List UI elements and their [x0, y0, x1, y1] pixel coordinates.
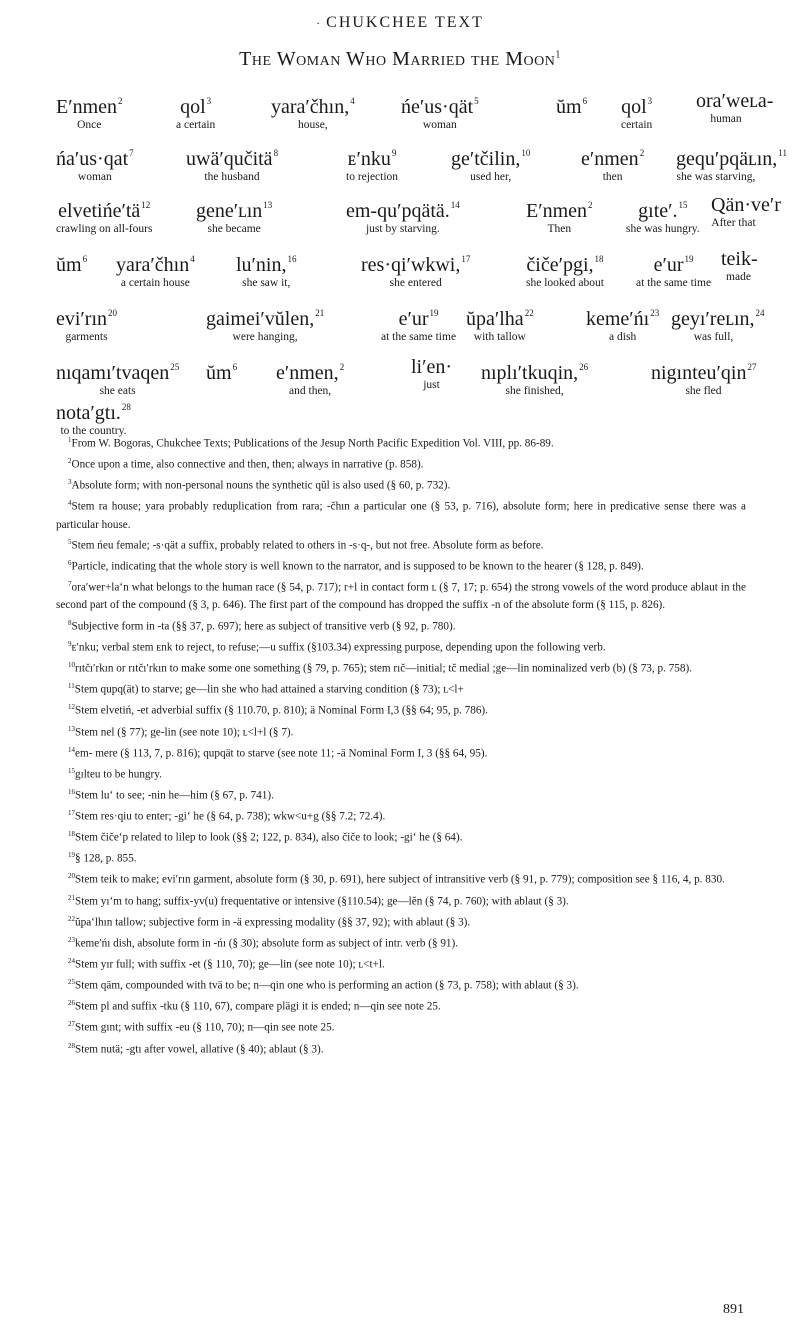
footnote-number: 5 — [68, 537, 72, 546]
chukchee-word-text: qol — [180, 96, 206, 118]
chukchee-word — [711, 194, 781, 216]
footnote-text: Stem čiče‘p related to lilep to look (§§ 2; 122, p. 834), also čiče to look; -gi‘ he (§ 64). — [75, 831, 463, 844]
chukchee-word-text: yara′čhın, — [271, 96, 350, 118]
footnote-ref: 20 — [108, 308, 118, 318]
footnote-ref: 19 — [684, 254, 694, 264]
footnote — [56, 432, 746, 453]
english-gloss: used her, — [470, 171, 512, 183]
footnote — [56, 555, 746, 576]
footnote — [56, 932, 746, 953]
footnote-text: Stem nutä; -gtı after vowel, allative (§ 40); ablaut (§ 3). — [75, 1043, 324, 1056]
footnote-ref: 9 — [391, 148, 397, 158]
footnote-ref: 14 — [450, 200, 460, 210]
page-number: 891 — [723, 1302, 744, 1317]
footnote-number: 10 — [68, 661, 75, 670]
word-cell — [451, 142, 530, 183]
word-cell — [56, 396, 131, 437]
footnote-number: 17 — [68, 809, 75, 818]
word-cell — [56, 142, 134, 183]
footnote-number: 25 — [68, 978, 75, 987]
chukchee-word — [271, 90, 355, 118]
footnote-ref: 15 — [678, 200, 688, 210]
footnote-text: Stem ra house; yara probably reduplication from rara; -čhın a particular one (§ 53, p. 716), absolute form; here in predicative sense there was a particular house. — [56, 501, 746, 531]
english-gloss: just by starving. — [365, 223, 440, 235]
english-gloss: a certain house — [120, 277, 190, 289]
footnote-ref: 21 — [315, 308, 325, 318]
footnote-ref: 12 — [141, 200, 151, 210]
footnote-number: 2 — [68, 457, 72, 466]
word-cell — [556, 90, 587, 118]
footnote-ref: 6 — [232, 362, 238, 372]
footnote-number: 7 — [68, 580, 72, 589]
footnote-text: Stem res·qiu to enter; -gi‘ he (§ 64, p. 738); wkw<u+g (§§ 7.2; 72.4). — [75, 810, 386, 823]
chukchee-word-text: res·qi′wkwi, — [361, 254, 461, 276]
running-header — [0, 14, 800, 32]
chukchee-word-text: geyı′reʟın, — [671, 308, 755, 330]
word-cell — [626, 194, 700, 235]
footnote-text: Stem yı‘m to hang; suffix-yv(u) frequentative or intensive (§110.54); ge—lĕn (§ 74, p. 760); with ablaut (§ 3). — [75, 895, 569, 908]
footnote — [56, 826, 746, 847]
chukchee-word-text: keme′ńı — [586, 308, 650, 330]
chukchee-word — [481, 356, 588, 384]
chukchee-word — [651, 356, 756, 384]
chukchee-word — [56, 142, 134, 170]
footnote-number: 20 — [68, 872, 75, 881]
english-gloss: a dish — [609, 331, 637, 343]
chukchee-word-text: elvetińe′tä — [58, 200, 141, 222]
chukchee-word-text: ŭm — [56, 254, 82, 276]
footnote — [56, 534, 746, 555]
word-cell — [466, 302, 534, 343]
english-gloss: woman — [422, 119, 457, 131]
footnote-number: 23 — [68, 935, 75, 944]
footnote-text: Stem nel (§ 77); ge-lin (see note 10); ʟ<l+l (§ 7). — [75, 726, 294, 739]
chukchee-word-text: li′en· — [411, 356, 453, 378]
footnote-ref: 2 — [639, 148, 645, 158]
footnote-ref: 27 — [747, 362, 757, 372]
chukchee-word — [636, 248, 711, 276]
chukchee-word — [401, 90, 479, 118]
word-cell — [621, 90, 652, 131]
footnote — [56, 615, 746, 636]
word-cell — [206, 302, 324, 343]
english-gloss: she finished, — [505, 385, 564, 397]
chukchee-word — [381, 302, 456, 330]
chukchee-word — [451, 142, 530, 170]
footnote-text: From W. Bogoras, Chukchee Texts; Publications of the Jesup North Pacific Expedition Vol. VIII, pp. 86-89. — [71, 437, 554, 450]
word-cell — [56, 90, 123, 131]
footnote-text: Once upon a time, also connective and then, then; always in narrative (p. 858). — [71, 458, 424, 471]
english-gloss: a certain — [176, 119, 216, 131]
english-gloss: the husband — [204, 171, 260, 183]
word-cell — [346, 142, 398, 183]
word-cell — [56, 194, 152, 235]
chukchee-word — [206, 356, 237, 384]
footnote — [56, 474, 746, 495]
word-cell — [271, 90, 355, 131]
footnote — [56, 636, 746, 657]
chukchee-word — [176, 90, 215, 118]
chukchee-word-text: gaimei′vŭlen, — [206, 308, 315, 330]
english-gloss: were hanging, — [232, 331, 298, 343]
english-gloss: at the same time — [636, 277, 712, 289]
footnote-text: Stem lu‘ to see; -nin he—him (§ 67, p. 741). — [75, 789, 274, 802]
footnote-number: 14 — [68, 745, 75, 754]
english-gloss: crawling on all-fours — [56, 223, 153, 235]
footnote-number: 9 — [68, 639, 72, 648]
footnote — [56, 953, 746, 974]
chukchee-word — [361, 248, 470, 276]
chukchee-word — [116, 248, 195, 276]
english-gloss: she eats — [99, 385, 136, 397]
chukchee-word-text: qol — [621, 96, 647, 118]
footnote — [56, 678, 746, 699]
english-gloss: she was starving, — [676, 171, 756, 183]
chukchee-word-text: ᴇ′nku — [347, 148, 391, 170]
footnote-number: 4 — [68, 499, 72, 508]
english-gloss: was full, — [693, 331, 734, 343]
word-cell — [481, 356, 588, 397]
chukchee-word-text: ńa′us·qat — [56, 148, 129, 170]
chukchee-word-text: ge′tčilin, — [451, 148, 521, 170]
chukchee-word — [721, 248, 756, 270]
chukchee-word — [581, 142, 644, 170]
chukchee-word-text: nıqamı′tvaqen — [56, 362, 170, 384]
chukchee-word — [56, 396, 131, 424]
footnote-ref: 8 — [273, 148, 279, 158]
chukchee-word — [196, 194, 272, 222]
footnote-number: 21 — [68, 893, 75, 902]
english-gloss: she looked about — [526, 277, 604, 289]
word-cell — [711, 194, 781, 229]
bullet-mark: · — [316, 16, 323, 30]
chukchee-word — [56, 248, 87, 276]
footnote-number: 18 — [68, 830, 75, 839]
chukchee-word — [56, 356, 179, 384]
chukchee-word — [586, 302, 659, 330]
word-cell — [721, 248, 756, 283]
chukchee-word-text: em-qu′pqätä. — [346, 200, 450, 222]
chukchee-word-text: ŭpa′lha — [466, 308, 524, 330]
footnote-text: Stem teik to make; evi′rın garment, absolute form (§ 30, p. 691), here subject of intransitive verb (§ 91, p. 779); composition see § 116, 4, p. 830. — [75, 874, 725, 887]
english-gloss: just — [423, 379, 440, 391]
footnote-ref: 24 — [755, 308, 765, 318]
footnote — [56, 847, 746, 868]
chukchee-word-text: e′nmen — [581, 148, 639, 170]
footnote-text: em- mere (§ 113, 7, p. 816); qupqät to starve (see note 11; -ä Nominal Form I, 3 (§§ 64, 95). — [75, 747, 488, 760]
footnote-ref: 17 — [461, 254, 471, 264]
word-cell — [206, 356, 237, 384]
word-cell — [236, 248, 297, 289]
english-gloss: with tallow — [473, 331, 526, 343]
chukchee-word — [526, 194, 593, 222]
chukchee-word-text: teik- — [721, 248, 758, 270]
footnote-ref: 7 — [129, 148, 134, 158]
english-gloss: Then — [547, 223, 572, 235]
chukchee-word-text: ŭm — [556, 96, 582, 118]
footnote-number: 19 — [68, 851, 75, 860]
word-cell — [696, 90, 774, 125]
chukchee-word-text: ŭm — [206, 362, 232, 384]
chukchee-word-text: yara′čhın — [116, 254, 190, 276]
chukchee-word-text: E′nmen — [526, 200, 588, 222]
chukchee-word — [556, 90, 587, 118]
footnote-text: § 128, p. 855. — [75, 853, 137, 866]
footnote-text: Particle, indicating that the whole story is well known to the narrator, and is supposed to be known to the hearer (§ 128, p. 849). — [71, 560, 644, 573]
english-gloss: she entered — [389, 277, 442, 289]
english-gloss: to rejection — [346, 171, 399, 183]
footnote-text: Subjective form in -ta (§§ 37, p. 697); here as subject of transitive verb (§ 92, p. 780). — [71, 620, 456, 633]
chukchee-word-text: ńe′us·qät — [401, 96, 474, 118]
word-cell — [56, 302, 117, 343]
chukchee-word-text: gene′ʟın — [196, 200, 263, 222]
word-cell — [651, 356, 756, 397]
chukchee-word — [236, 248, 297, 276]
footnote — [56, 974, 746, 995]
footnote-text: Stem pl and suffix -tku (§ 110, 67), compare plägi it is ended; n—qin see note 25. — [75, 1001, 441, 1014]
english-gloss: After that — [711, 217, 756, 229]
footnote — [56, 453, 746, 474]
chukchee-word — [346, 194, 460, 222]
word-cell — [186, 142, 278, 183]
word-cell — [581, 142, 644, 183]
footnote-number: 24 — [68, 957, 75, 966]
word-cell — [276, 356, 344, 397]
chukchee-word-text: nigınteu′qin — [651, 362, 747, 384]
chukchee-word — [621, 90, 652, 118]
chukchee-word-text: čiče′pgi, — [526, 254, 594, 276]
footnote-number: 3 — [68, 478, 72, 487]
chukchee-word-text: gıte′. — [638, 200, 678, 222]
footnote-ref: 3 — [647, 96, 653, 106]
footnote — [56, 805, 746, 826]
footnote-ref: 11 — [778, 148, 787, 158]
chukchee-word-text: ora′weʟa- — [696, 90, 774, 112]
english-gloss: human — [710, 113, 742, 125]
footnote-text: Stem qäm, compounded with tvä to be; n—qin one who is performing an action (§ 73, p. 758); with ablaut (§ 3). — [75, 979, 579, 992]
english-gloss: she fled — [685, 385, 722, 397]
chukchee-word — [186, 142, 278, 170]
chukchee-word — [56, 90, 123, 118]
running-header-text: CHUKCHEE TEXT — [326, 14, 484, 31]
footnote-text: ᴇ′nku; verbal stem ᴇnk to reject, to refuse;—u suffix (§103.34) expressing purpose, depending upon the following verb. — [71, 641, 606, 654]
english-gloss: house, — [298, 119, 328, 131]
footnote-text: ŭpa‘lhın tallow; subjective form in -ä expressing modality (§§ 37, 92); with ablaut (§ 3). — [75, 916, 471, 929]
chukchee-word-text: nıplı′tkuqin, — [481, 362, 579, 384]
word-cell — [346, 194, 460, 235]
word-cell — [56, 356, 179, 397]
footnote — [56, 868, 746, 889]
footnote-number: 27 — [68, 1020, 75, 1029]
footnote-number: 22 — [68, 914, 75, 923]
word-cell — [196, 194, 272, 235]
english-gloss: she was hungry. — [626, 223, 700, 235]
chukchee-word-text: evi′rın — [56, 308, 108, 330]
word-cell — [526, 194, 593, 235]
footnote-text: Stem yır full; with suffix -et (§ 110, 70); ge—lin (see note 10); ʟ<t+l. — [75, 958, 385, 971]
chukchee-word-text: e′ur — [653, 254, 684, 276]
chukchee-word — [466, 302, 534, 330]
footnote-text: Stem elvetiń, -et adverbial suffix (§ 110.70, p. 810); ä Nominal Form I,3 (§§ 64; 95, p. 786). — [75, 705, 488, 718]
footnote-ref: 2 — [118, 96, 123, 106]
footnote — [56, 699, 746, 720]
english-gloss: woman — [77, 171, 112, 183]
english-gloss: made — [726, 271, 751, 283]
footnote-number: 16 — [68, 787, 75, 796]
footnote-ref: 28 — [121, 402, 131, 412]
chukchee-word-text: uwä′qučitä — [186, 148, 273, 170]
word-cell — [636, 248, 711, 289]
word-cell — [586, 302, 659, 343]
footnote-number: 15 — [68, 766, 75, 775]
chukchee-word-text: gequ′pqäʟın, — [676, 148, 778, 170]
footnote-number: 8 — [68, 618, 72, 627]
footnote — [56, 576, 746, 615]
english-gloss: to the country. — [60, 425, 127, 437]
footnote-number: 6 — [68, 559, 72, 568]
word-cell — [56, 248, 87, 276]
footnote-ref: 19 — [429, 308, 439, 318]
word-cell — [381, 302, 456, 343]
footnote-text: gılteu to be hungry. — [75, 768, 162, 781]
footnote-number: 28 — [68, 1041, 75, 1050]
chukchee-word — [206, 302, 324, 330]
footnote — [56, 495, 746, 534]
footnote — [56, 890, 746, 911]
footnote-ref: 22 — [524, 308, 534, 318]
footnote-number: 12 — [68, 703, 75, 712]
english-gloss: Once — [77, 119, 102, 131]
footnote-number: 26 — [68, 999, 75, 1008]
footnote-ref: 6 — [82, 254, 88, 264]
story-title — [0, 48, 800, 71]
word-cell — [526, 248, 604, 289]
chukchee-word — [56, 194, 152, 222]
footnote-ref: 3 — [206, 96, 212, 106]
chukchee-word — [671, 302, 765, 330]
chukchee-word-text: e′ur — [398, 308, 429, 330]
english-gloss: she saw it, — [242, 277, 291, 289]
word-cell — [361, 248, 470, 289]
footnote-ref: 5 — [474, 96, 479, 106]
chukchee-word — [56, 302, 117, 330]
word-cell — [176, 90, 215, 131]
word-cell — [116, 248, 195, 289]
footnote-number: 11 — [68, 682, 75, 691]
title-footnote-ref: 1 — [555, 49, 561, 61]
footnote-text: Stem qupq(ät) to starve; ge—lin she who had attained a starving condition (§ 73); ʟ<l+ — [74, 683, 464, 696]
chukchee-word — [626, 194, 700, 222]
footnote-ref: 4 — [190, 254, 195, 264]
footnote-ref: 25 — [170, 362, 180, 372]
footnote — [56, 742, 746, 763]
footnote-ref: 2 — [339, 362, 345, 372]
english-gloss: certain — [621, 119, 653, 131]
footnote-text: Stem gınt; with suffix -eu (§ 110, 70); n—qin see note 25. — [75, 1022, 335, 1035]
footnote — [56, 1016, 746, 1037]
footnote-ref: 6 — [582, 96, 588, 106]
chukchee-word — [346, 142, 398, 170]
chukchee-word — [411, 356, 452, 378]
footnote-text: rıtčı′rkın or rıtčı′rkın to make some one something (§ 79, p. 765); stem rıč—initial; tč medial ;ge—lin nominalized verb (b) (§ 73, p. 758). — [75, 662, 692, 675]
chukchee-word — [696, 90, 774, 112]
footnote-ref: 23 — [650, 308, 660, 318]
english-gloss: at the same time — [381, 331, 457, 343]
chukchee-word — [276, 356, 344, 384]
footnote — [56, 995, 746, 1016]
footnote-ref: 13 — [263, 200, 273, 210]
word-cell — [671, 302, 765, 343]
footnote-text: Stem ńeu female; -s·qät a suffix, probably related to others in -s·q-, but not free. Absolute form as before. — [71, 539, 544, 552]
footnote-ref: 2 — [588, 200, 593, 210]
footnote — [56, 657, 746, 678]
chukchee-word-text: e′nmen, — [276, 362, 339, 384]
footnote-ref: 16 — [287, 254, 297, 264]
footnote — [56, 763, 746, 784]
chukchee-word-text: nota′gtı. — [56, 402, 121, 424]
chukchee-word-text: E′nmen — [56, 96, 118, 118]
story-title-text: The Woman Who Married the Moon — [239, 48, 556, 70]
english-gloss: she became — [207, 223, 261, 235]
chukchee-word-text: Qän·ve′r — [711, 194, 781, 216]
chukchee-word — [526, 248, 604, 276]
footnote — [56, 911, 746, 932]
footnote-ref: 4 — [350, 96, 355, 106]
footnote-ref: 18 — [594, 254, 604, 264]
word-cell — [411, 356, 452, 391]
footnotes — [56, 432, 746, 1059]
chukchee-word-text: lu′nin, — [236, 254, 287, 276]
footnote-text: ora′wer+la‘n what belongs to the human race (§ 54, p. 717); r+l in contact form ʟ (§ 7, 17; p. 654) the strong vowels of the word produce ablaut in the second part of the compound (§ 3, p. 646). The first part of the compound has dropped the suffix -n of the absolute form (§ 115, p. 826). — [56, 581, 746, 612]
footnote-number: 1 — [68, 436, 72, 444]
footnote-text: Absolute form; with non-personal nouns the synthetic qŭl is also used (§ 60, p. 732). — [71, 480, 451, 493]
interlinear-text — [56, 90, 787, 437]
footnote-text: keme′ńı dish, absolute form in -ńı (§ 30); absolute form as subject of intr. verb (§ 91). — [75, 937, 459, 950]
chukchee-word — [676, 142, 787, 170]
footnote — [56, 784, 746, 805]
footnote — [56, 721, 746, 742]
english-gloss: then — [602, 171, 623, 183]
footnote-ref: 10 — [521, 148, 531, 158]
english-gloss: and then, — [289, 385, 332, 397]
footnote-ref: 26 — [579, 362, 589, 372]
word-cell — [676, 142, 787, 183]
footnote — [56, 1038, 746, 1059]
english-gloss: garments — [65, 331, 108, 343]
footnote-number: 13 — [68, 724, 75, 733]
word-cell — [401, 90, 479, 131]
